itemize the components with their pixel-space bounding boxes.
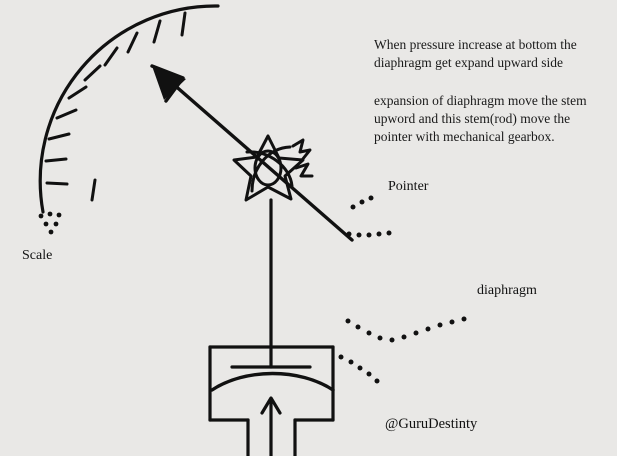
annotation-note-pressure-increase: When pressure increase at bottom the diaphragm get expand upward side: [374, 37, 577, 70]
diaphragm-dots: [339, 317, 467, 384]
label-diaphragm: diaphragm: [477, 283, 537, 298]
pressure-inlet-arrow: [262, 398, 280, 456]
diaphragm-membrane: [212, 367, 333, 390]
pointer-dots: [347, 196, 392, 238]
scale-dots: [39, 212, 62, 235]
label-pointer: Pointer: [388, 179, 429, 194]
scale-ticks: [46, 13, 185, 200]
annotation-note-stem-movement: expansion of diaphragm move the stem upword and this stem(rod) move the pointer with mechanical gearbox.: [374, 93, 587, 144]
scale-arc: [40, 6, 218, 212]
label-credit-handle: @GuruDestinty: [385, 416, 478, 432]
label-scale: Scale: [22, 248, 53, 263]
